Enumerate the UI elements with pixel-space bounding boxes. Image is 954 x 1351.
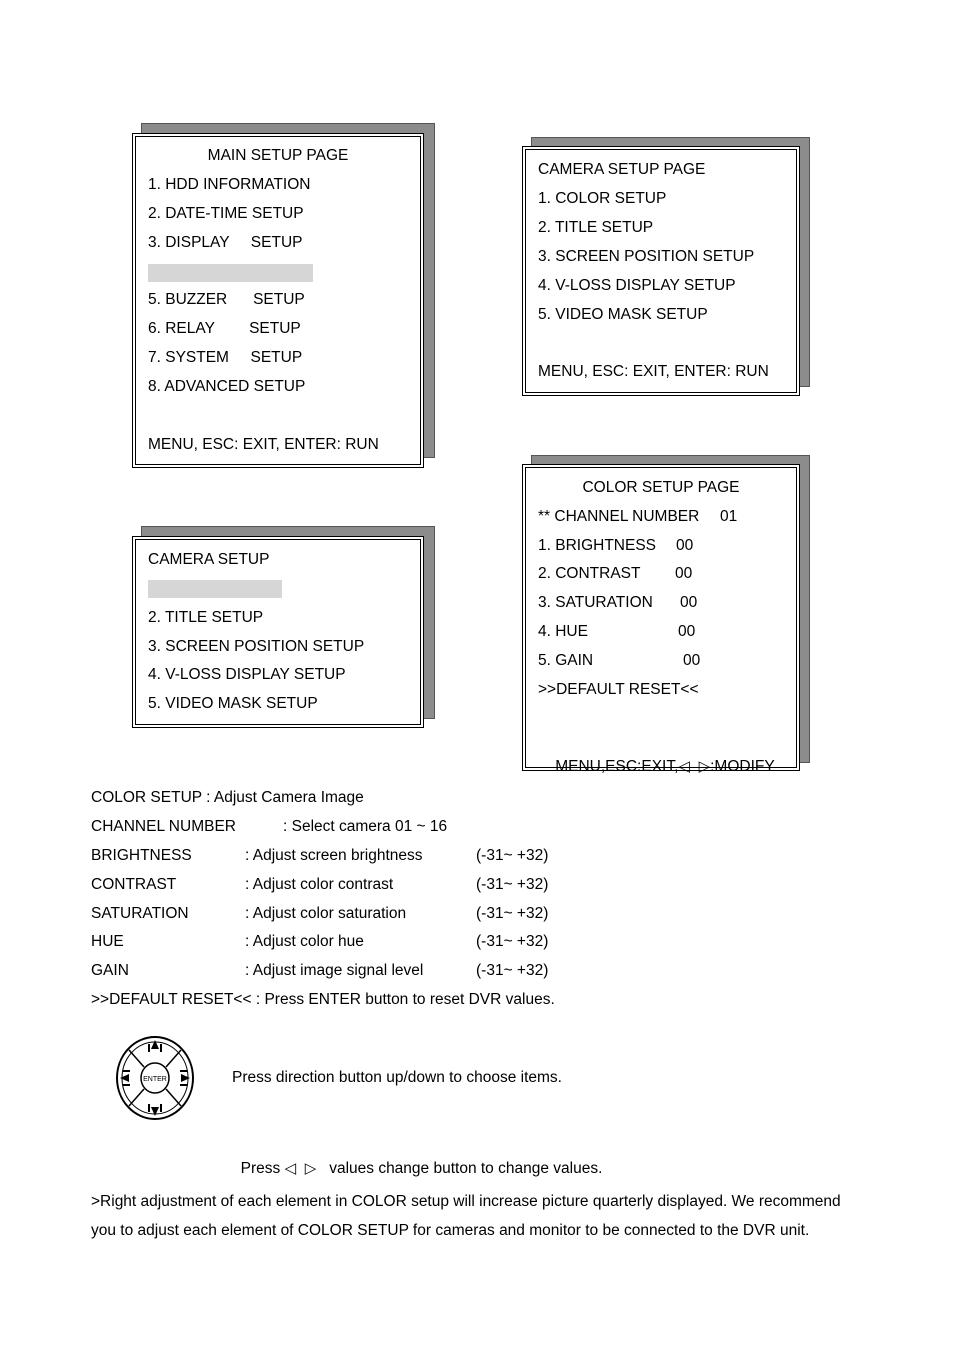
gain-value[interactable]: 00	[683, 652, 701, 669]
desc-text-brightness: : Adjust screen brightness	[245, 847, 423, 864]
brightness-value[interactable]: 00	[676, 537, 694, 554]
hue-label: 4. HUE	[538, 623, 588, 640]
note-line-1: >Right adjustment of each element in COLOR setup will increase picture quarterly displayed. We recommend	[91, 1193, 841, 1210]
menu-item-v-loss-display-setup[interactable]: 4. V-LOSS DISPLAY SETUP	[538, 277, 736, 294]
footer-modify-text: :MODIFY	[710, 758, 775, 775]
menu-footer	[538, 739, 775, 794]
footer-exit-text: MENU,ESC:EXIT,	[555, 758, 679, 775]
menu-item-screen-position-setup[interactable]: 3. SCREEN POSITION SETUP	[148, 638, 365, 655]
desc-name-hue: HUE	[91, 933, 124, 950]
desc-text-hue: : Adjust color hue	[245, 933, 364, 950]
color-setup-heading: COLOR SETUP : Adjust Camera Image	[91, 789, 364, 806]
menu-item-color-setup[interactable]: 1. COLOR SETUP	[538, 190, 667, 207]
channel-number-desc-label: CHANNEL NUMBER	[91, 818, 236, 835]
right-triangle-icon: ▷	[304, 1159, 317, 1177]
default-reset-desc: >>DEFAULT RESET<< : Press ENTER button to reset DVR values.	[91, 991, 555, 1008]
menu-item-video-mask-setup[interactable]: 5. VIDEO MASK SETUP	[538, 306, 708, 323]
note-line-2: you to adjust each element of COLOR SETUP for cameras and monitor to be connected to the DVR unit.	[91, 1222, 810, 1239]
menu-item-screen-position-setup[interactable]: 3. SCREEN POSITION SETUP	[538, 248, 755, 265]
contrast-value[interactable]: 00	[675, 565, 693, 582]
desc-range-brightness: (-31~ +32)	[476, 847, 549, 864]
desc-range-contrast: (-31~ +32)	[476, 876, 549, 893]
menu-item-advanced-setup[interactable]: 8. ADVANCED SETUP	[148, 378, 306, 395]
desc-text-saturation: : Adjust color saturation	[245, 905, 407, 922]
desc-name-contrast: CONTRAST	[91, 876, 177, 893]
hue-value[interactable]: 00	[678, 623, 696, 640]
menu-item-system-setup[interactable]: 7. SYSTEM SETUP	[148, 349, 303, 366]
camera-setup-page-title: CAMERA SETUP PAGE	[538, 161, 706, 178]
default-reset-item[interactable]: >>DEFAULT RESET<<	[538, 681, 699, 698]
channel-number-label: ** CHANNEL NUMBER	[538, 508, 700, 525]
menu-item-title-setup[interactable]: 2. TITLE SETUP	[538, 219, 654, 236]
color-setup-page-title: COLOR SETUP PAGE	[582, 479, 740, 496]
direction-pad-icon	[115, 1035, 195, 1121]
press-text: Press	[240, 1160, 281, 1177]
desc-text-gain: : Adjust image signal level	[245, 962, 424, 979]
selected-item-highlight	[148, 580, 282, 598]
desc-name-gain: GAIN	[91, 962, 129, 979]
left-triangle-icon: ◁	[284, 1159, 297, 1177]
menu-footer: MENU, ESC: EXIT, ENTER: RUN	[538, 363, 769, 380]
menu-item-relay-setup[interactable]: 6. RELAY SETUP	[148, 320, 301, 337]
desc-range-hue: (-31~ +32)	[476, 933, 549, 950]
brightness-label: 1. BRIGHTNESS	[538, 537, 656, 554]
saturation-value[interactable]: 00	[680, 594, 698, 611]
camera-setup-title: CAMERA SETUP	[148, 551, 270, 568]
contrast-label: 2. CONTRAST	[538, 565, 641, 582]
left-triangle-icon: ◁	[678, 757, 690, 775]
main-setup-title: MAIN SETUP PAGE	[207, 147, 349, 164]
updown-instruction: Press direction button up/down to choose items.	[232, 1069, 562, 1086]
desc-text-contrast: : Adjust color contrast	[245, 876, 394, 893]
menu-footer: MENU, ESC: EXIT, ENTER: RUN	[148, 436, 379, 453]
desc-name-brightness: BRIGHTNESS	[91, 847, 192, 864]
saturation-label: 3. SATURATION	[538, 594, 653, 611]
change-values-text: values change button to change values.	[329, 1160, 603, 1177]
desc-name-saturation: SATURATION	[91, 905, 189, 922]
menu-item-title-setup[interactable]: 2. TITLE SETUP	[148, 609, 264, 626]
menu-item-video-mask-setup[interactable]: 5. VIDEO MASK SETUP	[148, 695, 318, 712]
gain-label: 5. GAIN	[538, 652, 594, 669]
menu-item-display-setup[interactable]: 3. DISPLAY SETUP	[148, 234, 303, 251]
desc-range-saturation: (-31~ +32)	[476, 905, 549, 922]
desc-range-gain: (-31~ +32)	[476, 962, 549, 979]
change-values-instruction	[232, 1141, 602, 1178]
selected-item-highlight	[148, 264, 313, 282]
menu-item-v-loss-display-setup[interactable]: 4. V-LOSS DISPLAY SETUP	[148, 666, 346, 683]
right-triangle-icon: ▷	[698, 757, 711, 775]
channel-number-value[interactable]: 01	[720, 508, 738, 525]
menu-item-date-time-setup[interactable]: 2. DATE-TIME SETUP	[148, 205, 304, 222]
menu-item-buzzer-setup[interactable]: 5. BUZZER SETUP	[148, 291, 305, 308]
dpad-enter-label: ENTER	[143, 1076, 167, 1083]
menu-item-hdd-information[interactable]: 1. HDD INFORMATION	[148, 176, 311, 193]
channel-number-desc-text: : Select camera 01 ~ 16	[283, 818, 448, 835]
